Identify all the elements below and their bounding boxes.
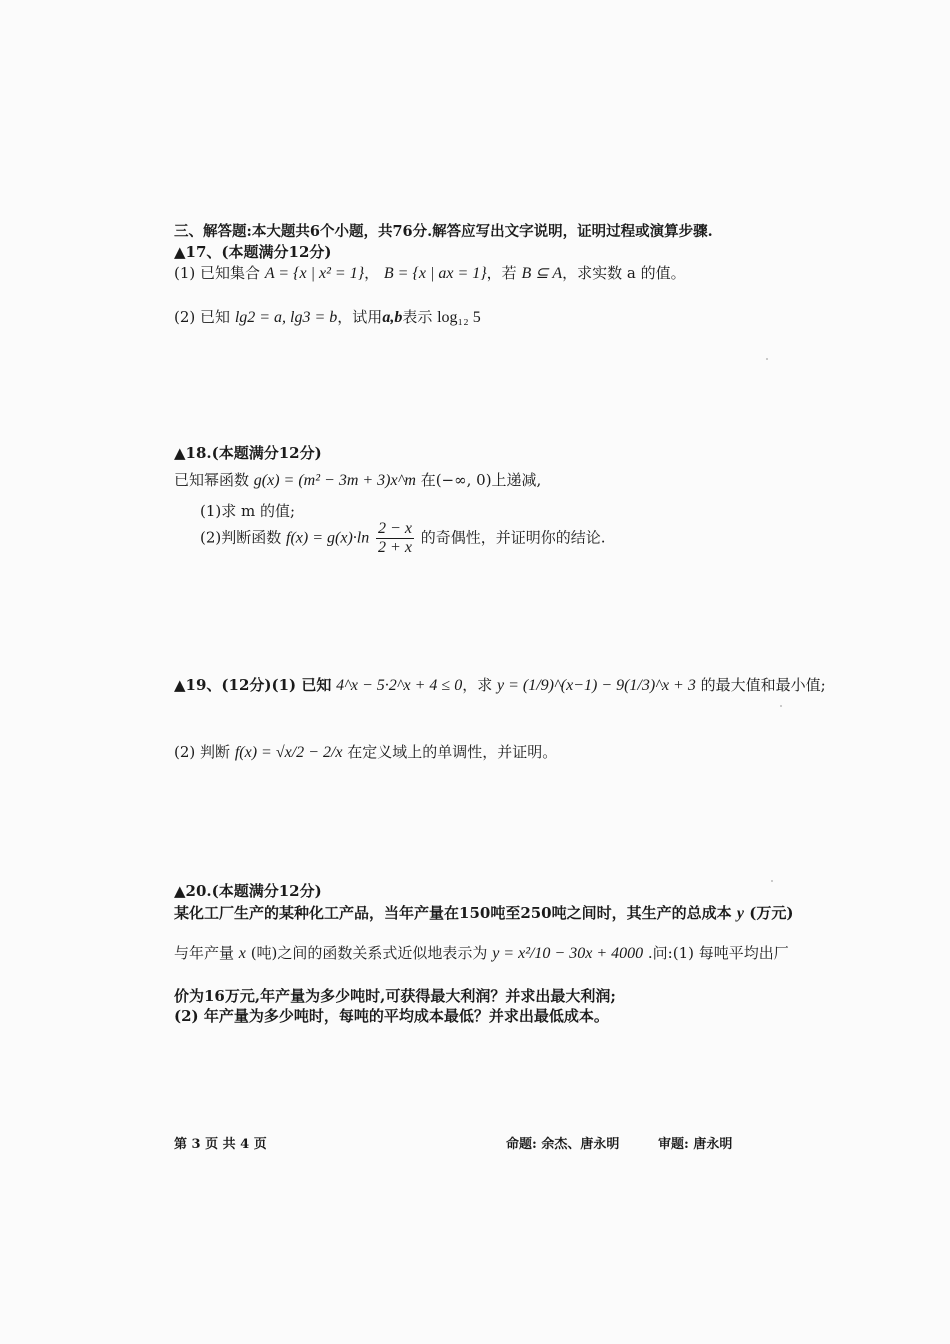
q18-part1: (1)求 m 的值;	[200, 502, 296, 520]
author-credit: 命题: 余杰、唐永明	[506, 1137, 620, 1152]
q17-p1-comma: ，	[364, 264, 380, 282]
q19-part1	[174, 674, 826, 695]
q20-line1-text: 某化工厂生产的某种化工产品，当年产量在150吨至250吨之间时，其生产的总成本	[174, 904, 732, 922]
q17-target: log₁₂ 5	[437, 309, 481, 326]
q19-expression: y = (1/9)^(x−1) − 9(1/3)^x + 3	[497, 677, 696, 694]
q19-inequality: 4^x − 5·2^x + 4 ≤ 0	[336, 677, 463, 694]
q17-vars: a,b	[382, 309, 403, 326]
q19-part2	[174, 741, 557, 762]
q18-stem-prefix: 已知幂函数	[174, 471, 250, 489]
q17-p2-prefix: (2) 已知	[174, 308, 231, 326]
q17-title: ▲17、(本题满分12分)	[174, 243, 332, 261]
reviewer-credit: 审题: 唐永明	[658, 1137, 733, 1152]
scan-speck	[766, 358, 768, 360]
q18-title: ▲18.(本题满分12分)	[174, 444, 322, 462]
q18-fraction-denominator: 2 + x	[378, 539, 412, 556]
page-number: 第 3 页 共 4 页	[174, 1137, 267, 1152]
q19-p2-suffix: 在定义域上的单调性，并证明。	[347, 743, 558, 761]
q18-p2-func: f(x) = g(x)·ln	[286, 529, 370, 547]
q20-line2-func: y = x²/10 − 30x + 4000	[492, 945, 644, 962]
q17-set-b: B = {x | ax = 1}	[383, 265, 487, 282]
q18-p2-prefix: (2)判断函数	[200, 528, 282, 547]
q20-line1	[174, 902, 793, 923]
q20-line1-end: (万元)	[749, 904, 794, 922]
q20-line3: 价为16万元,年产量为多少吨时,可获得最大利润？并求出最大利润;	[174, 987, 616, 1005]
scan-speck	[780, 705, 782, 707]
section-heading: 三、解答题:本大题共6个小题，共76分.解答应写出文字说明，证明过程或演算步骤.	[174, 223, 713, 240]
q19-p2-func: f(x) = √x/2 − 2/x	[234, 744, 343, 761]
q17-p2-mid: ，试用	[337, 308, 383, 326]
q19-mid: ，求	[462, 676, 493, 694]
q20-line2	[174, 942, 789, 963]
q18-stem	[174, 469, 541, 490]
q19-p2-prefix: (2) 判断	[174, 743, 231, 761]
q20-line2-mid: (吨)之间的函数关系式近似地表示为	[250, 944, 488, 962]
q18-stem-suffix: 在(−∞, 0)上递减,	[420, 471, 542, 489]
q17-p1-suffix: ，求实数 a 的值。	[562, 264, 686, 282]
q20-line2-prefix: 与年产量	[174, 944, 235, 962]
q17-set-a: A = {x | x² = 1}	[264, 265, 365, 282]
q17-part1	[174, 262, 686, 283]
q19-title: ▲19、(12分)(1) 已知	[174, 676, 332, 694]
q18-fraction-numerator: 2 − x	[378, 520, 412, 537]
q17-p1-mid: ，若	[486, 264, 517, 282]
q20-title: ▲20.(本题满分12分)	[174, 882, 322, 900]
q18-p2-suffix: 的奇偶性，并证明你的结论.	[420, 528, 606, 547]
q17-given: lg2 = a, lg3 = b	[234, 309, 338, 326]
q17-p2-suffix: 表示	[402, 308, 433, 326]
q19-suffix: 的最大值和最小值;	[700, 676, 826, 694]
q17-part2	[174, 306, 481, 327]
q17-p1-prefix: (1) 已知集合	[174, 264, 261, 282]
scan-speck	[771, 880, 773, 882]
q17-condition: B ⊆ A	[521, 265, 563, 282]
q18-stem-func: g(x) = (m² − 3m + 3)x^m	[253, 472, 416, 489]
q20-line1-var: y	[736, 905, 744, 922]
q18-fraction	[376, 520, 414, 557]
q20-line2-suffix: .问:(1) 每吨平均出厂	[647, 944, 789, 962]
q20-line2-var: x	[238, 945, 246, 962]
q18-part2	[200, 520, 605, 557]
q20-line4: (2) 年产量为多少吨时，每吨的平均成本最低？并求出最低成本。	[174, 1007, 609, 1025]
